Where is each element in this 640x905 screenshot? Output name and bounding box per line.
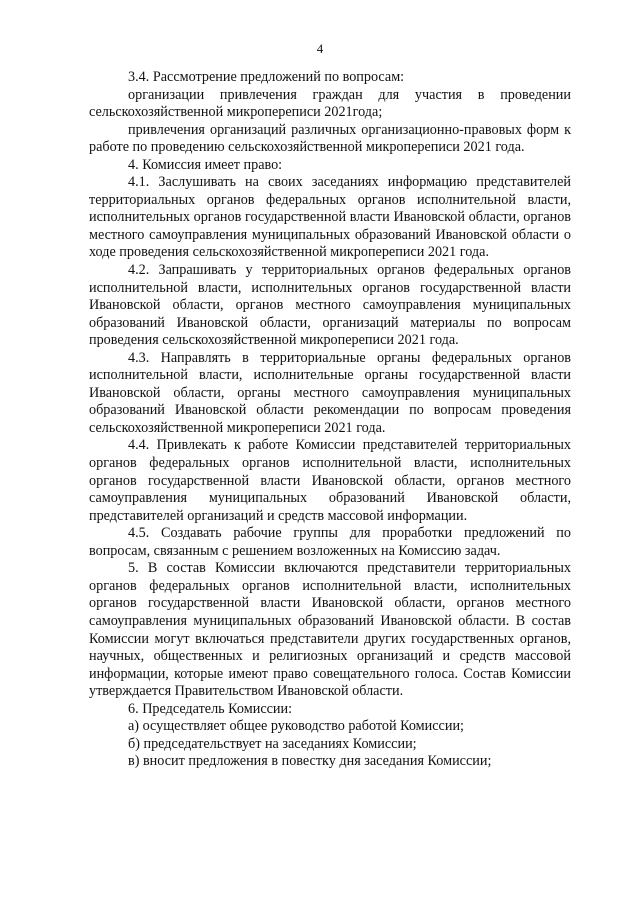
- paragraph-4-4: 4.4. Привлекать к работе Комиссии представителей территориальных органов федеральных органов исполнительной власти, исполнительных органов государственной власти Ивановской области, органов местного самоуправления муниципальных образований Ивановской области, представителей организаций и средств массовой информации.: [89, 437, 571, 524]
- paragraph-4-1: 4.1. Заслушивать на своих заседаниях информацию представителей территориальных органов федеральных органов исполнительной власти, исполнительных органов государственной власти Ивановской области, органов местного самоуправления муниципальных образований Ивановской области о ходе проведения сельскохозяйственной микропереписи 2021 года.: [89, 174, 571, 261]
- paragraph-3-4-item-2: привлечения организаций различных организационно-правовых форм к работе по проведению сельскохозяйственной микропереписи 2021 года.: [89, 121, 571, 156]
- paragraph-3-4: 3.4. Рассмотрение предложений по вопросам:: [128, 69, 405, 85]
- paragraph-5: 5. В состав Комиссии включаются представители территориальных органов федеральных органов исполнительной власти, исполнительных органов государственной власти Ивановской области, органов местного самоуправления муниципальных образований Ивановской области. В состав Комиссии могут включаться представители других государственных органов, научных, общественных и религиозных организаций и средств массовой информации, которые имеют право совещательного голоса. Состав Комиссии утверждается Правительством Ивановской области.: [89, 560, 571, 700]
- paragraph-4: 4. Комиссия имеет право:: [128, 156, 283, 173]
- document-body: [89, 69, 571, 771]
- paragraph-3-4-item-1: организации привлечения граждан для участия в проведении сельскохозяйственной микропереписи 2021года;: [89, 86, 571, 121]
- paragraph-6-b: б) председательствует на заседаниях Комиссии;: [128, 735, 417, 752]
- paragraph-4-5: 4.5. Создавать рабочие группы для проработки предложений по вопросам, связанным с решением возложенных на Комиссию задач.: [89, 525, 571, 559]
- paragraph-4-2: 4.2. Запрашивать у территориальных органов федеральных органов исполнительной власти, исполнительных органов государственной власти Ивановской области, органов местного самоуправления муниципальных образований Ивановской области, организаций материалы по вопросам проведения сельскохозяйственной микропереписи 2021 года.: [89, 262, 571, 349]
- page-number: 4: [316, 41, 324, 56]
- paragraph-6-v: в) вносит предложения в повестку дня заседания Комиссии;: [128, 753, 492, 770]
- paragraph-4-3: 4.3. Направлять в территориальные органы федеральных органов исполнительной власти, исполнительные органы государственной власти Ивановской области, органы местного самоуправления муниципальных образований Ивановской области рекомендации по вопросам проведения сельскохозяйственной микропереписи 2021 года.: [89, 349, 571, 436]
- paragraph-6: 6. Председатель Комиссии:: [128, 700, 293, 717]
- paragraph-6-a: а) осуществляет общее руководство работой Комиссии;: [128, 718, 464, 735]
